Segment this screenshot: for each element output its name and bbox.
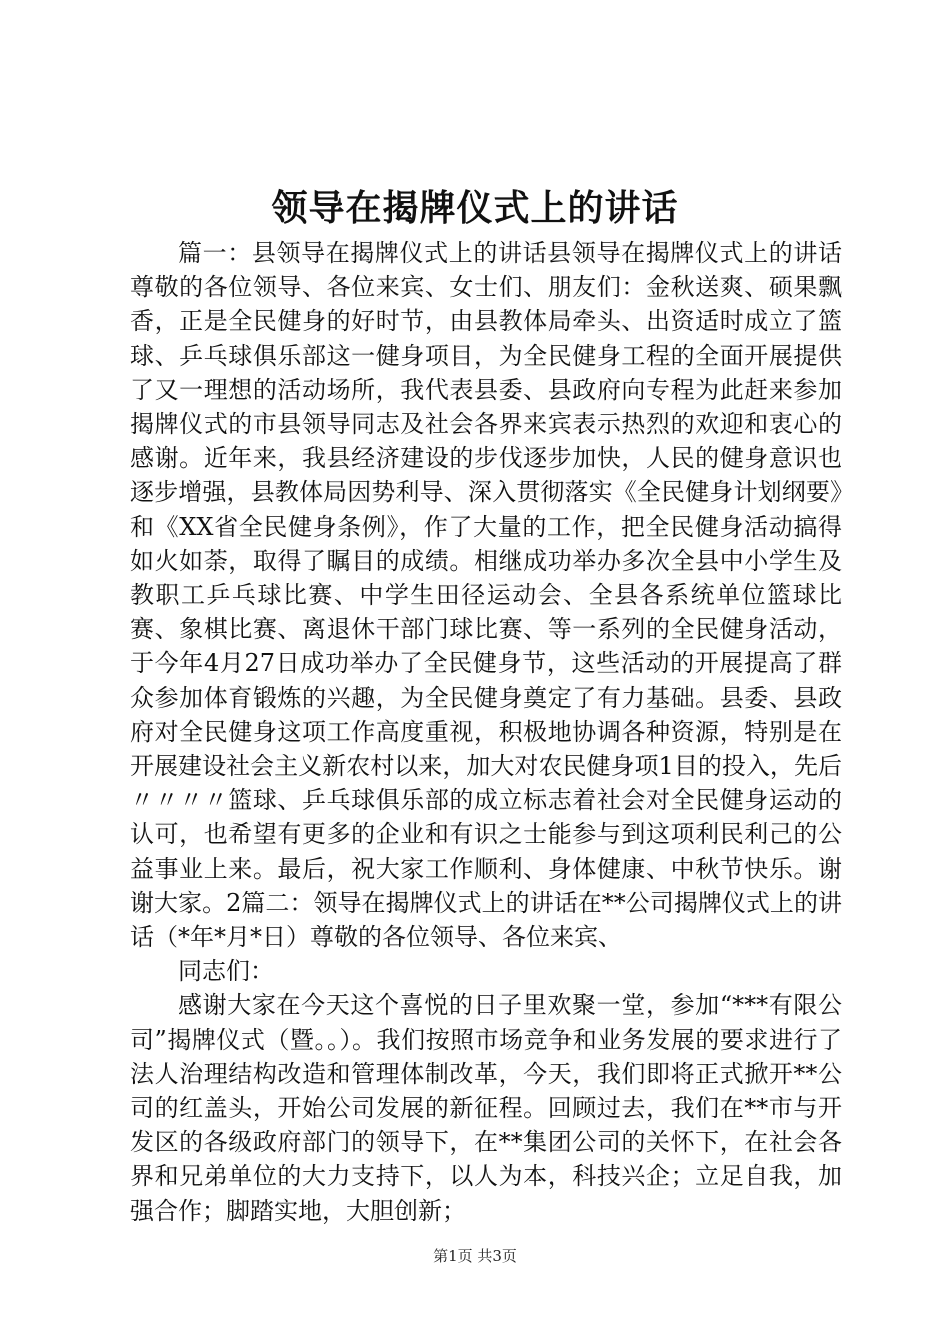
paragraph-2: 同志们：	[178, 957, 274, 986]
document-title: 领导在揭牌仪式上的讲话	[271, 187, 679, 229]
document-body	[130, 236, 842, 1228]
page-footer: 第1页 共3页	[433, 1247, 517, 1265]
paragraph-3: 感谢大家在今天这个喜悦的日子里欢聚一堂，参加“***有限公司”揭牌仪式（暨。。）。我们按照市场竞争和业务发展的要求进行了法人治理结构改造和管理体制改革，今天，我们即将正式掀开**公司的红盖头，开始公司发展的新征程。回顾过去，我们在**市与开发区的各级政府部门的领导下，在**集团公司的关怀下，在社会各界和兄弟单位的大力支持下，以人为本，科技兴企；立足自我，加强合作；脚踏实地，大胆创新；	[130, 991, 842, 1225]
paragraph-1: 篇一：县领导在揭牌仪式上的讲话县领导在揭牌仪式上的讲话尊敬的各位领导、各位来宾、女士们、朋友们：金秋送爽、硕果飘香，正是全民健身的好时节，由县教体局牵头、出资适时成立了篮球、乒乓球俱乐部这一健身项目，为全民健身工程的全面开展提供了又一理想的活动场所，我代表县委、县政府向专程为此赶来参加揭牌仪式的市县领导同志及社会各界来宾表示热烈的欢迎和衷心的感谢。近年来，我县经济建设的步伐逐步加快，人民的健身意识也逐步增强，县教体局因势利导、深入贯彻落实《全民健身计划纲要》和《XX省全民健身条例》，作了大量的工作，把全民健身活动搞得如火如荼，取得了瞩目的成绩。相继成功举办多次全县中小学生及教职工乒乓球比赛、中学生田径运动会、全县各系统单位篮球比赛、象棋比赛、离退休干部门球比赛、等一系列的全民健身活动，于今年4月27日成功举办了全民健身节，这些活动的开展提高了群众参加体育锻炼的兴趣，为全民健身奠定了有力基础。县委、县政府对全民健身这项工作高度重视，积极地协调各种资源，特别是在开展建设社会主义新农村以来，加大对农民健身项1目的投入，先后〃〃〃〃篮球、乒乓球俱乐部的成立标志着社会对全民健身运动的认可，也希望有更多的企业和有识之士能参与到这项利民利己的公益事业上来。最后，祝大家工作顺利、身体健康、中秋节快乐。谢谢大家。2篇二：领导在揭牌仪式上的讲话在**公司揭牌仪式上的讲话（*年*月*日）尊敬的各位领导、各位来宾、	[130, 239, 842, 952]
